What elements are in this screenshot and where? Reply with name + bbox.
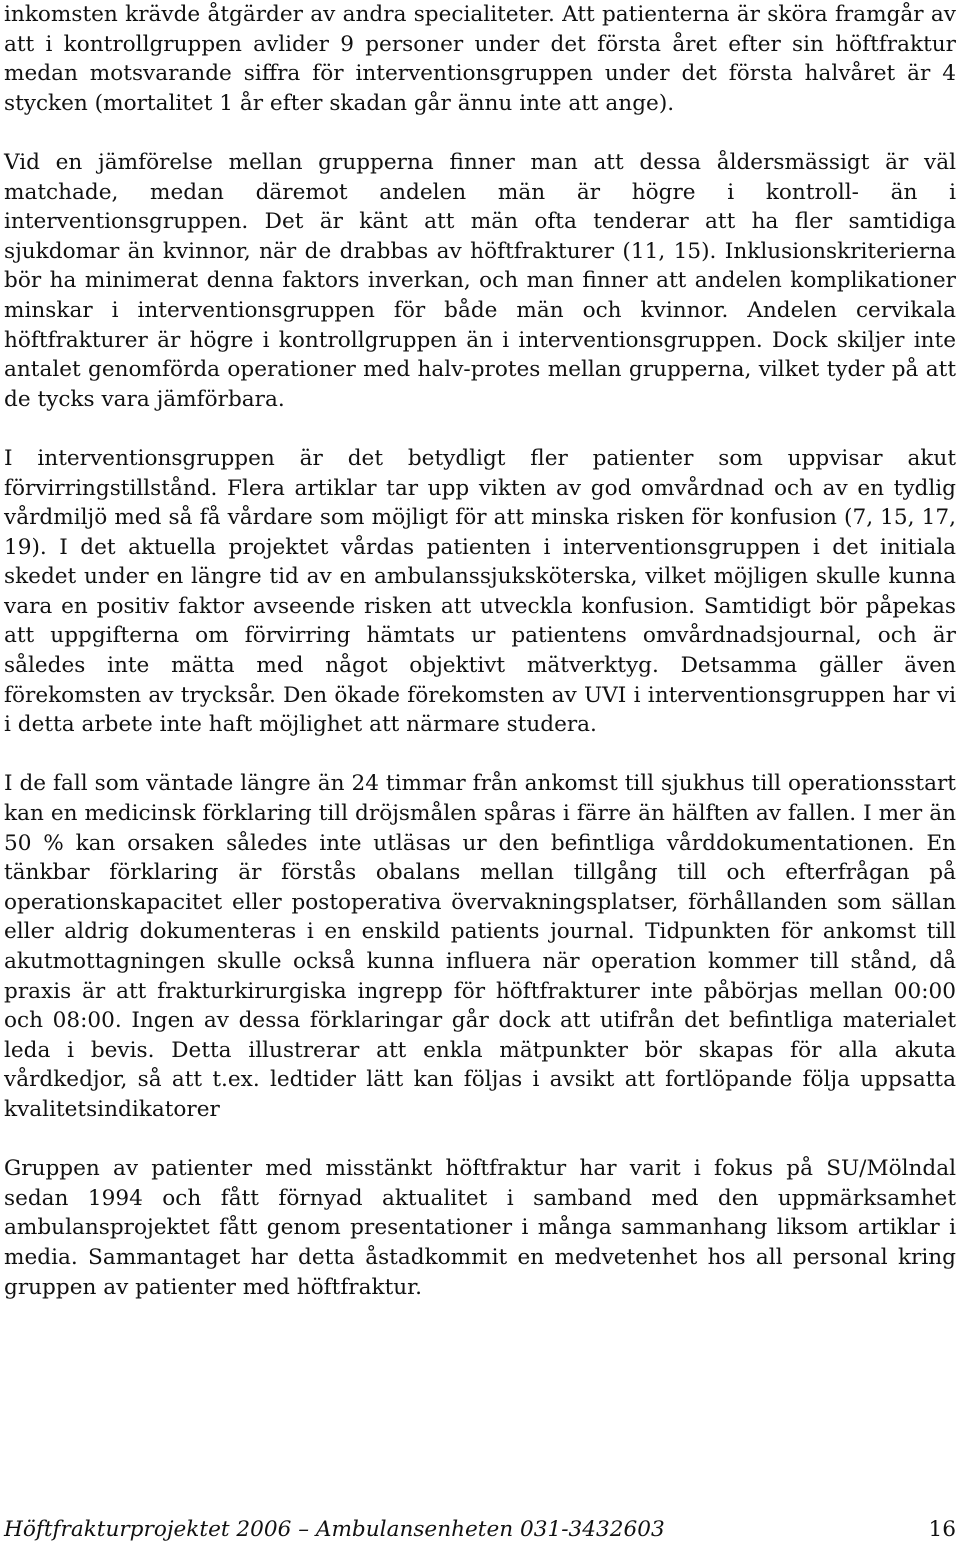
document-body — [4, 0, 956, 1302]
paragraph-gap — [4, 740, 956, 770]
paragraph-2: Vid en jämförelse mellan grupperna finner man att dessa åldersmässigt är väl matchade, medan däremot andelen män är högre i kontroll- än i interventionsgruppen. Det är känt att män ofta tenderar att ha fler samtidiga sjukdomar än kvinnor, när de drabbas av höftfrakturer (11, 15). Inklusionskriterierna bör ha minimerat denna faktors inverkan, och man finner att andelen komplikationer minskar i interventionsgruppen för både män och kvinnor. Andelen cervikala höftfrakturer är högre i kontrollgruppen än i interventionsgruppen. Dock skiljer inte antalet genomförda operationer med halv-protes mellan grupperna, vilket tyder på att de tycks vara jämförbara. — [4, 149, 956, 412]
paragraph-gap — [4, 1125, 956, 1155]
footer-title: Höftfrakturprojektet 2006 – Ambulansenheten 031-3432603 — [4, 1517, 665, 1542]
page-footer — [4, 1516, 956, 1544]
page-number: 16 — [928, 1517, 956, 1542]
paragraph-3: I interventionsgruppen är det betydligt fler patienter som uppvisar akut förvirringstillstånd. Flera artiklar tar upp vikten av god omvårdnad och av en tydlig vårdmiljö med så få vårdare som möjligt för att minska risken för konfusion (7, 15, 17, 19). I det aktuella projektet vårdas patienten i interventionsgruppen i det initiala skedet under en längre tid av en ambulanssjuksköterska, vilket möjligen skulle kunna vara en positiv faktor avseende risken att utveckla konfusion. Samtidigt bör påpekas att uppgifterna om förvirring hämtats ur patientens omvårdnadsjournal, och är således inte mätta med något objektivt mätverktyg. Detsamma gäller även förekomsten av trycksår. Den ökade förekomsten av UVI i interventionsgruppen har vi i detta arbete inte haft möjlighet att närmare studera. — [4, 445, 956, 738]
paragraph-gap — [4, 118, 956, 148]
paragraph-1: inkomsten krävde åtgärder av andra specialiteter. Att patienterna är sköra framgår av att i kontrollgruppen avlider 9 personer under det första året efter sin höftfraktur medan motsvarande siffra för interventionsgruppen under det första halvåret är 4 stycken (mortalitet 1 år efter skadan går ännu inte att ange). — [4, 2, 956, 116]
paragraph-5: Gruppen av patienter med misstänkt höftfraktur har varit i fokus på SU/Mölndal sedan 1994 och fått förnyad aktualitet i samband med den uppmärksamhet ambulansprojektet fått genom presentationer i många sammanhang liksom artiklar i media. Sammantaget har detta åstadkommit en medvetenhet hos all personal kring gruppen av patienter med höftfraktur. — [4, 1156, 956, 1300]
paragraph-gap — [4, 414, 956, 444]
paragraph-4: I de fall som väntade längre än 24 timmar från ankomst till sjukhus till operationsstart kan en medicinsk förklaring till dröjsmålen spåras i färre än hälften av fallen. I mer än 50 % kan orsaken således inte utläsas ur den befintliga vårddokumentationen. En tänkbar förklaring är förstås obalans mellan tillgång till och efterfrågan på operationskapacitet eller postoperativa övervakningsplatser, förhållanden som sällan eller aldrig dokumenteras i en enskild patients journal. Tidpunkten för ankomst till akutmottagningen skulle också kunna influera när operation kommer till stånd, då praxis är att frakturkirurgiska ingrepp för höftfrakturer inte påbörjas mellan 00:00 och 08:00. Ingen av dessa förklaringar går dock att utifrån det befintliga materialet leda i bevis. Detta illustrerar att enkla mätpunkter bör skapas för alla akuta vårdkedjor, så att t.ex. ledtider lätt kan följas i avsikt att fortlöpande följa uppsatta kvalitetsindikatorer — [4, 771, 956, 1122]
